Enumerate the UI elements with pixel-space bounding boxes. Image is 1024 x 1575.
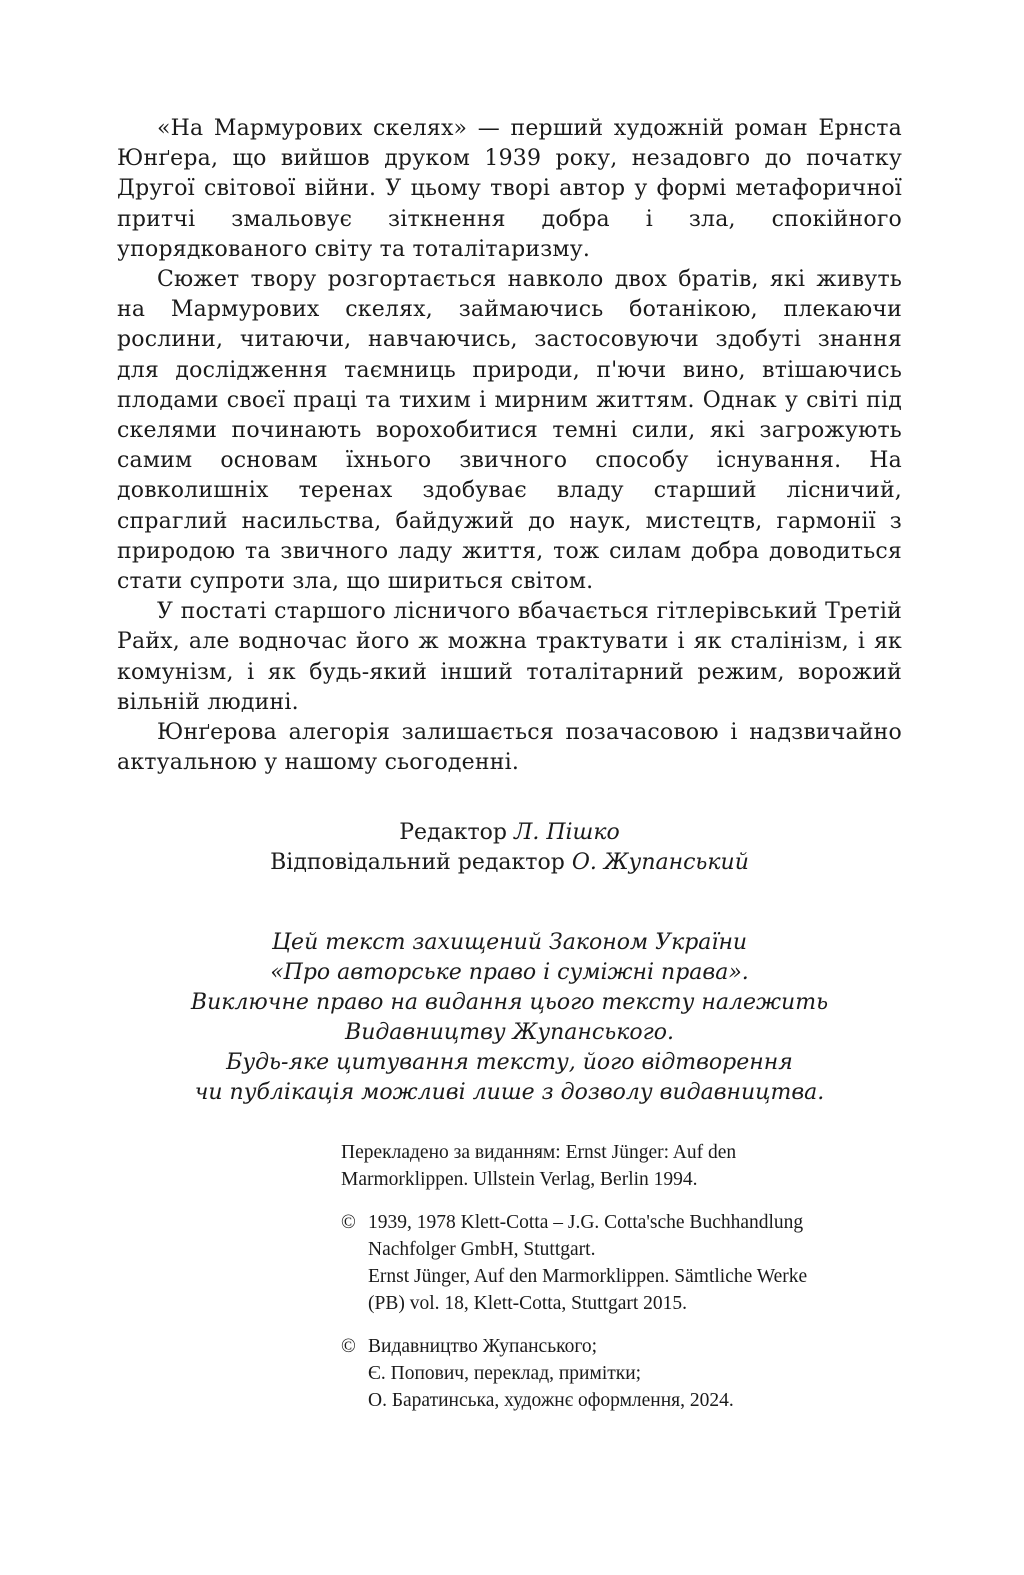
editor-line (117, 818, 902, 848)
source-line-1: Перекладено за виданням: Ernst Jünger: Auf den (341, 1142, 737, 1163)
original-copyright-line-3: Ernst Jünger, Auf den Marmorklippen. Sämtliche Werke (368, 1266, 808, 1287)
original-copyright-line-4: (PB) vol. 18, Klett-Cotta, Stuttgart 2015. (368, 1293, 688, 1314)
notice-line-3: Виключне право на видання цього тексту належить (190, 990, 829, 1015)
original-copyright-line-2: Nachfolger GmbH, Stuttgart. (368, 1239, 596, 1260)
notice-line-1: Цей текст захищений Законом України (271, 930, 748, 955)
copyright-symbol: © (341, 1336, 356, 1357)
chief-editor-name: О. Жупанський (571, 850, 749, 875)
paragraph-2: Сюжет твору розгортається навколо двох братів, які живуть на Мармурових скелях, займаючись ботанікою, плекаючи рослини, читаючи, навчаючись, застосовуючи здобуті знання для дослідження таємниць природи, п'ючи вино, втішаючись плодами своєї праці та тихим і мирним життям. Однак у світі під скелями починають ворохобитися темні сили, які загрожують самим основам їхнього звичного способу існування. На довколишніх теренах здобуває владу старший лісничий, спраглий насильства, байдужий до наук, мистецтв, гармонії з природою та звичного ладу життя, тож силам добра доводиться стати супроти зла, що шириться світом. (117, 267, 902, 595)
editor-label: Редактор (399, 820, 507, 845)
chief-editor-line (117, 848, 902, 878)
notice-line-2: «Про авторське право і суміжні права». (270, 960, 749, 985)
source-edition (341, 1139, 902, 1193)
original-copyright-line-1: 1939, 1978 Klett-Cotta – J.G. Cotta'sche Buchhandlung (368, 1212, 804, 1233)
ukrainian-copyright-line-1: Видавництво Жупанського; (368, 1336, 598, 1357)
notice-line-5: Будь-яке цитування тексту, його відтворення (226, 1050, 793, 1075)
notice-line-4: Видавництву Жупанського. (345, 1020, 674, 1045)
editor-name: Л. Пішко (513, 820, 620, 845)
ukrainian-copyright-line-2: Є. Попович, переклад, примітки; (368, 1363, 642, 1384)
ukrainian-copyright (341, 1333, 902, 1414)
copyright-symbol: © (341, 1212, 356, 1233)
annotation-text (117, 114, 902, 778)
paragraph-1: «На Мармурових скелях» — перший художній роман Ернста Юнґера, що вийшов друком 1939 року, незадовго до початку Другої світової війни. У цьому творі автор у формі метафоричної притчі змальовує зіткнення добра і зла, спокійного упорядкованого світу та тоталітаризму. (117, 116, 902, 262)
paragraph-3: У постаті старшого лісничого вбачається гітлерівський Третій Райх, але водночас його ж можна трактувати і як сталінізм, і як комунізм, і як будь-який інший тоталітарний режим, ворожий вільній людині. (117, 599, 902, 715)
paragraph-4: Юнґерова алегорія залишається позачасовою і надзвичайно актуальною у нашому сьогоденні. (117, 720, 902, 776)
notice-line-6: чи публікація можливі лише з дозволу видавництва. (194, 1080, 825, 1105)
translation-info (341, 1139, 902, 1430)
source-line-2: Marmorklippen. Ullstein Verlag, Berlin 1994. (341, 1169, 698, 1190)
editors-block (117, 818, 902, 878)
copyright-notice (117, 928, 902, 1108)
chief-editor-label: Відповідальний редактор (270, 850, 565, 875)
original-copyright (341, 1209, 902, 1317)
ukrainian-copyright-line-3: О. Баратинська, художнє оформлення, 2024. (368, 1390, 734, 1411)
